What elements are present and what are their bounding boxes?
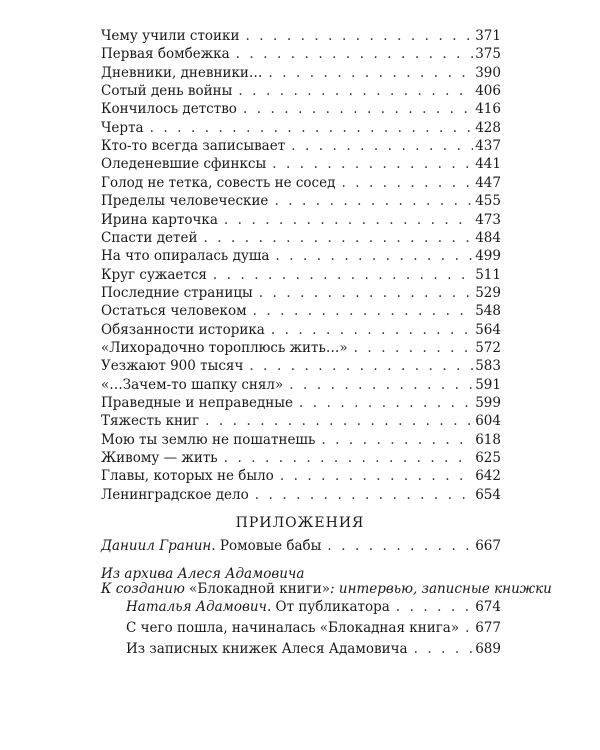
entry-title: Пределы человеческие bbox=[101, 193, 269, 210]
entry-page-number: 548 bbox=[475, 303, 501, 320]
entry-page-number: 406 bbox=[475, 83, 501, 100]
dot-leader bbox=[259, 285, 473, 302]
entry-page-number: 371 bbox=[475, 28, 501, 44]
entry-title: Последние страницы bbox=[101, 284, 253, 301]
entry-page-number: 654 bbox=[475, 486, 501, 503]
entry-page-number: 390 bbox=[475, 64, 501, 81]
entry-page-number: 484 bbox=[475, 229, 501, 246]
dot-leader bbox=[396, 599, 473, 616]
toc-entry bbox=[101, 303, 501, 320]
toc-entry-origin bbox=[126, 620, 501, 637]
dot-leader bbox=[205, 413, 473, 430]
dot-leader bbox=[150, 120, 474, 137]
entry-title: Дневники, дневники… bbox=[101, 64, 263, 81]
entry-title: Тяжесть книг bbox=[101, 413, 200, 430]
dot-leader bbox=[268, 65, 473, 82]
toc-entry bbox=[101, 83, 501, 100]
toc-entry bbox=[101, 322, 501, 339]
dot-leader bbox=[224, 450, 474, 467]
dot-leader bbox=[272, 156, 473, 173]
toc-entry bbox=[101, 28, 501, 45]
entry-page-number: 529 bbox=[475, 284, 501, 301]
toc-entry bbox=[101, 193, 501, 210]
entry-title: . Ромовые бабы bbox=[211, 538, 322, 554]
section-heading: ПРИЛОЖЕНИЯ bbox=[235, 515, 365, 531]
entry-title: Ирина карточка bbox=[101, 211, 218, 228]
entry-title: Оледеневшие сфинксы bbox=[101, 156, 267, 173]
toc-entry bbox=[101, 450, 501, 467]
dot-leader bbox=[291, 138, 473, 155]
entry-title: Из записных книжек Алеся Адамовича bbox=[126, 641, 408, 657]
entry-page-number: 499 bbox=[475, 248, 501, 265]
archive-subheading-book: «Блокадной книги» bbox=[189, 581, 331, 597]
entry-page-number: 591 bbox=[475, 376, 501, 393]
toc-entry bbox=[101, 395, 501, 412]
entry-title: Обязанности историка bbox=[101, 321, 265, 338]
entry-page-number: 674 bbox=[475, 599, 501, 615]
entry-page-number: 441 bbox=[475, 156, 501, 173]
entry-page-number: 618 bbox=[475, 431, 501, 448]
dot-leader bbox=[327, 538, 473, 555]
dot-leader bbox=[224, 212, 473, 229]
dot-leader bbox=[236, 46, 474, 63]
entry-title: Кончилось детство bbox=[101, 101, 237, 118]
toc-entry bbox=[101, 413, 501, 430]
dot-leader bbox=[321, 432, 473, 449]
entry-title: С чего пошла, начиналась «Блокадная книга» bbox=[126, 620, 460, 636]
dot-leader bbox=[275, 248, 473, 265]
entry-title: Чему учили стоики bbox=[101, 28, 240, 44]
dot-leader bbox=[414, 641, 474, 658]
toc-entry bbox=[101, 340, 501, 357]
entry-page-number: 416 bbox=[475, 101, 501, 118]
toc-entry bbox=[101, 468, 501, 485]
entry-page-number: 642 bbox=[475, 468, 501, 485]
dot-leader bbox=[245, 28, 473, 45]
dot-leader bbox=[253, 303, 474, 320]
entry-page-number: 572 bbox=[475, 339, 501, 356]
archive-heading: Из архива Алеся Адамовича bbox=[101, 566, 305, 582]
entry-title: Голод не тетка, совесть не сосед bbox=[101, 174, 336, 191]
entry-title: На что опиралась душа bbox=[101, 248, 270, 265]
entry-title: . От публикатора bbox=[266, 599, 390, 615]
dot-leader bbox=[354, 340, 474, 357]
toc-entry-granin bbox=[101, 538, 501, 555]
toc-entry bbox=[101, 248, 501, 265]
entry-title: Главы, которых не было bbox=[101, 468, 274, 485]
entry-page-number: 583 bbox=[475, 358, 501, 375]
entry-page-number: 428 bbox=[475, 119, 501, 136]
entry-title: Мою ты землю не пошатнешь bbox=[101, 431, 316, 448]
toc-entry-notebooks bbox=[126, 641, 501, 658]
entry-page-number: 473 bbox=[475, 211, 501, 228]
toc-entry bbox=[101, 101, 501, 118]
entry-page-number: 677 bbox=[475, 620, 501, 636]
toc-entry bbox=[101, 432, 501, 449]
entry-page-number: 604 bbox=[475, 413, 501, 430]
dot-leader bbox=[341, 175, 473, 192]
toc-entry bbox=[101, 175, 501, 192]
toc-entry bbox=[101, 267, 501, 284]
dot-leader bbox=[280, 468, 473, 485]
entry-page-number: 375 bbox=[475, 46, 501, 63]
entry-title: Кто-то всегда записывает bbox=[101, 138, 286, 155]
entry-title: Остаться человеком bbox=[101, 303, 247, 320]
entry-title: «Лихорадочно тороплюсь жить…» bbox=[101, 339, 348, 356]
entry-page-number: 599 bbox=[475, 395, 501, 411]
entry-page-number: 437 bbox=[475, 138, 501, 155]
entry-title: «…Зачем-то шапку снял» bbox=[101, 376, 284, 393]
entry-author: Наталья Адамович bbox=[126, 599, 267, 615]
toc-entry bbox=[101, 285, 501, 302]
archive-subheading-part1: К созданию bbox=[101, 581, 190, 597]
entry-page-number: 455 bbox=[475, 193, 501, 210]
entry-title: Спасти детей bbox=[101, 229, 198, 246]
entry-author: Даниил Гранин bbox=[101, 538, 212, 554]
dot-leader bbox=[243, 101, 473, 118]
entry-page-number: 689 bbox=[475, 641, 501, 657]
entry-page-number: 511 bbox=[475, 266, 501, 283]
toc-entry-publisher bbox=[126, 599, 501, 616]
toc-entry bbox=[101, 65, 501, 82]
dot-leader bbox=[213, 267, 473, 284]
entry-title: Живому — жить bbox=[101, 450, 218, 467]
dot-leader bbox=[274, 193, 473, 210]
entry-title: Сотый день войны bbox=[101, 83, 233, 100]
toc-entry bbox=[101, 487, 501, 504]
toc-entry bbox=[101, 156, 501, 173]
dot-leader bbox=[238, 83, 473, 100]
dot-leader bbox=[289, 377, 473, 394]
entry-title: Круг сужается bbox=[101, 266, 207, 283]
dot-leader bbox=[249, 358, 473, 375]
toc-entry bbox=[101, 46, 501, 63]
toc-entry bbox=[101, 377, 501, 394]
entry-page-number: 564 bbox=[475, 321, 501, 338]
toc-entry bbox=[101, 358, 501, 375]
dot-leader bbox=[299, 395, 473, 412]
entry-title: Первая бомбежка bbox=[101, 46, 230, 63]
toc-entry bbox=[101, 138, 501, 155]
entry-title: Праведные и неправедные bbox=[101, 395, 293, 411]
toc-entry bbox=[101, 212, 501, 229]
entry-title: Ленинградское дело bbox=[101, 486, 249, 503]
archive-subheading-part2: : интервью, записные книжки bbox=[330, 581, 552, 597]
dot-leader bbox=[203, 230, 473, 247]
entry-title: Уезжают 900 тысяч bbox=[101, 358, 244, 375]
archive-subheading bbox=[101, 581, 552, 598]
toc-entry bbox=[101, 120, 501, 137]
dot-leader bbox=[271, 322, 473, 339]
entry-page-number: 447 bbox=[475, 174, 501, 191]
entry-page-number: 625 bbox=[475, 450, 501, 467]
toc-entry bbox=[101, 230, 501, 247]
entry-page-number: 667 bbox=[475, 538, 501, 554]
dot-leader bbox=[465, 620, 473, 637]
dot-leader bbox=[255, 487, 473, 504]
entry-title: Черта bbox=[101, 119, 144, 136]
